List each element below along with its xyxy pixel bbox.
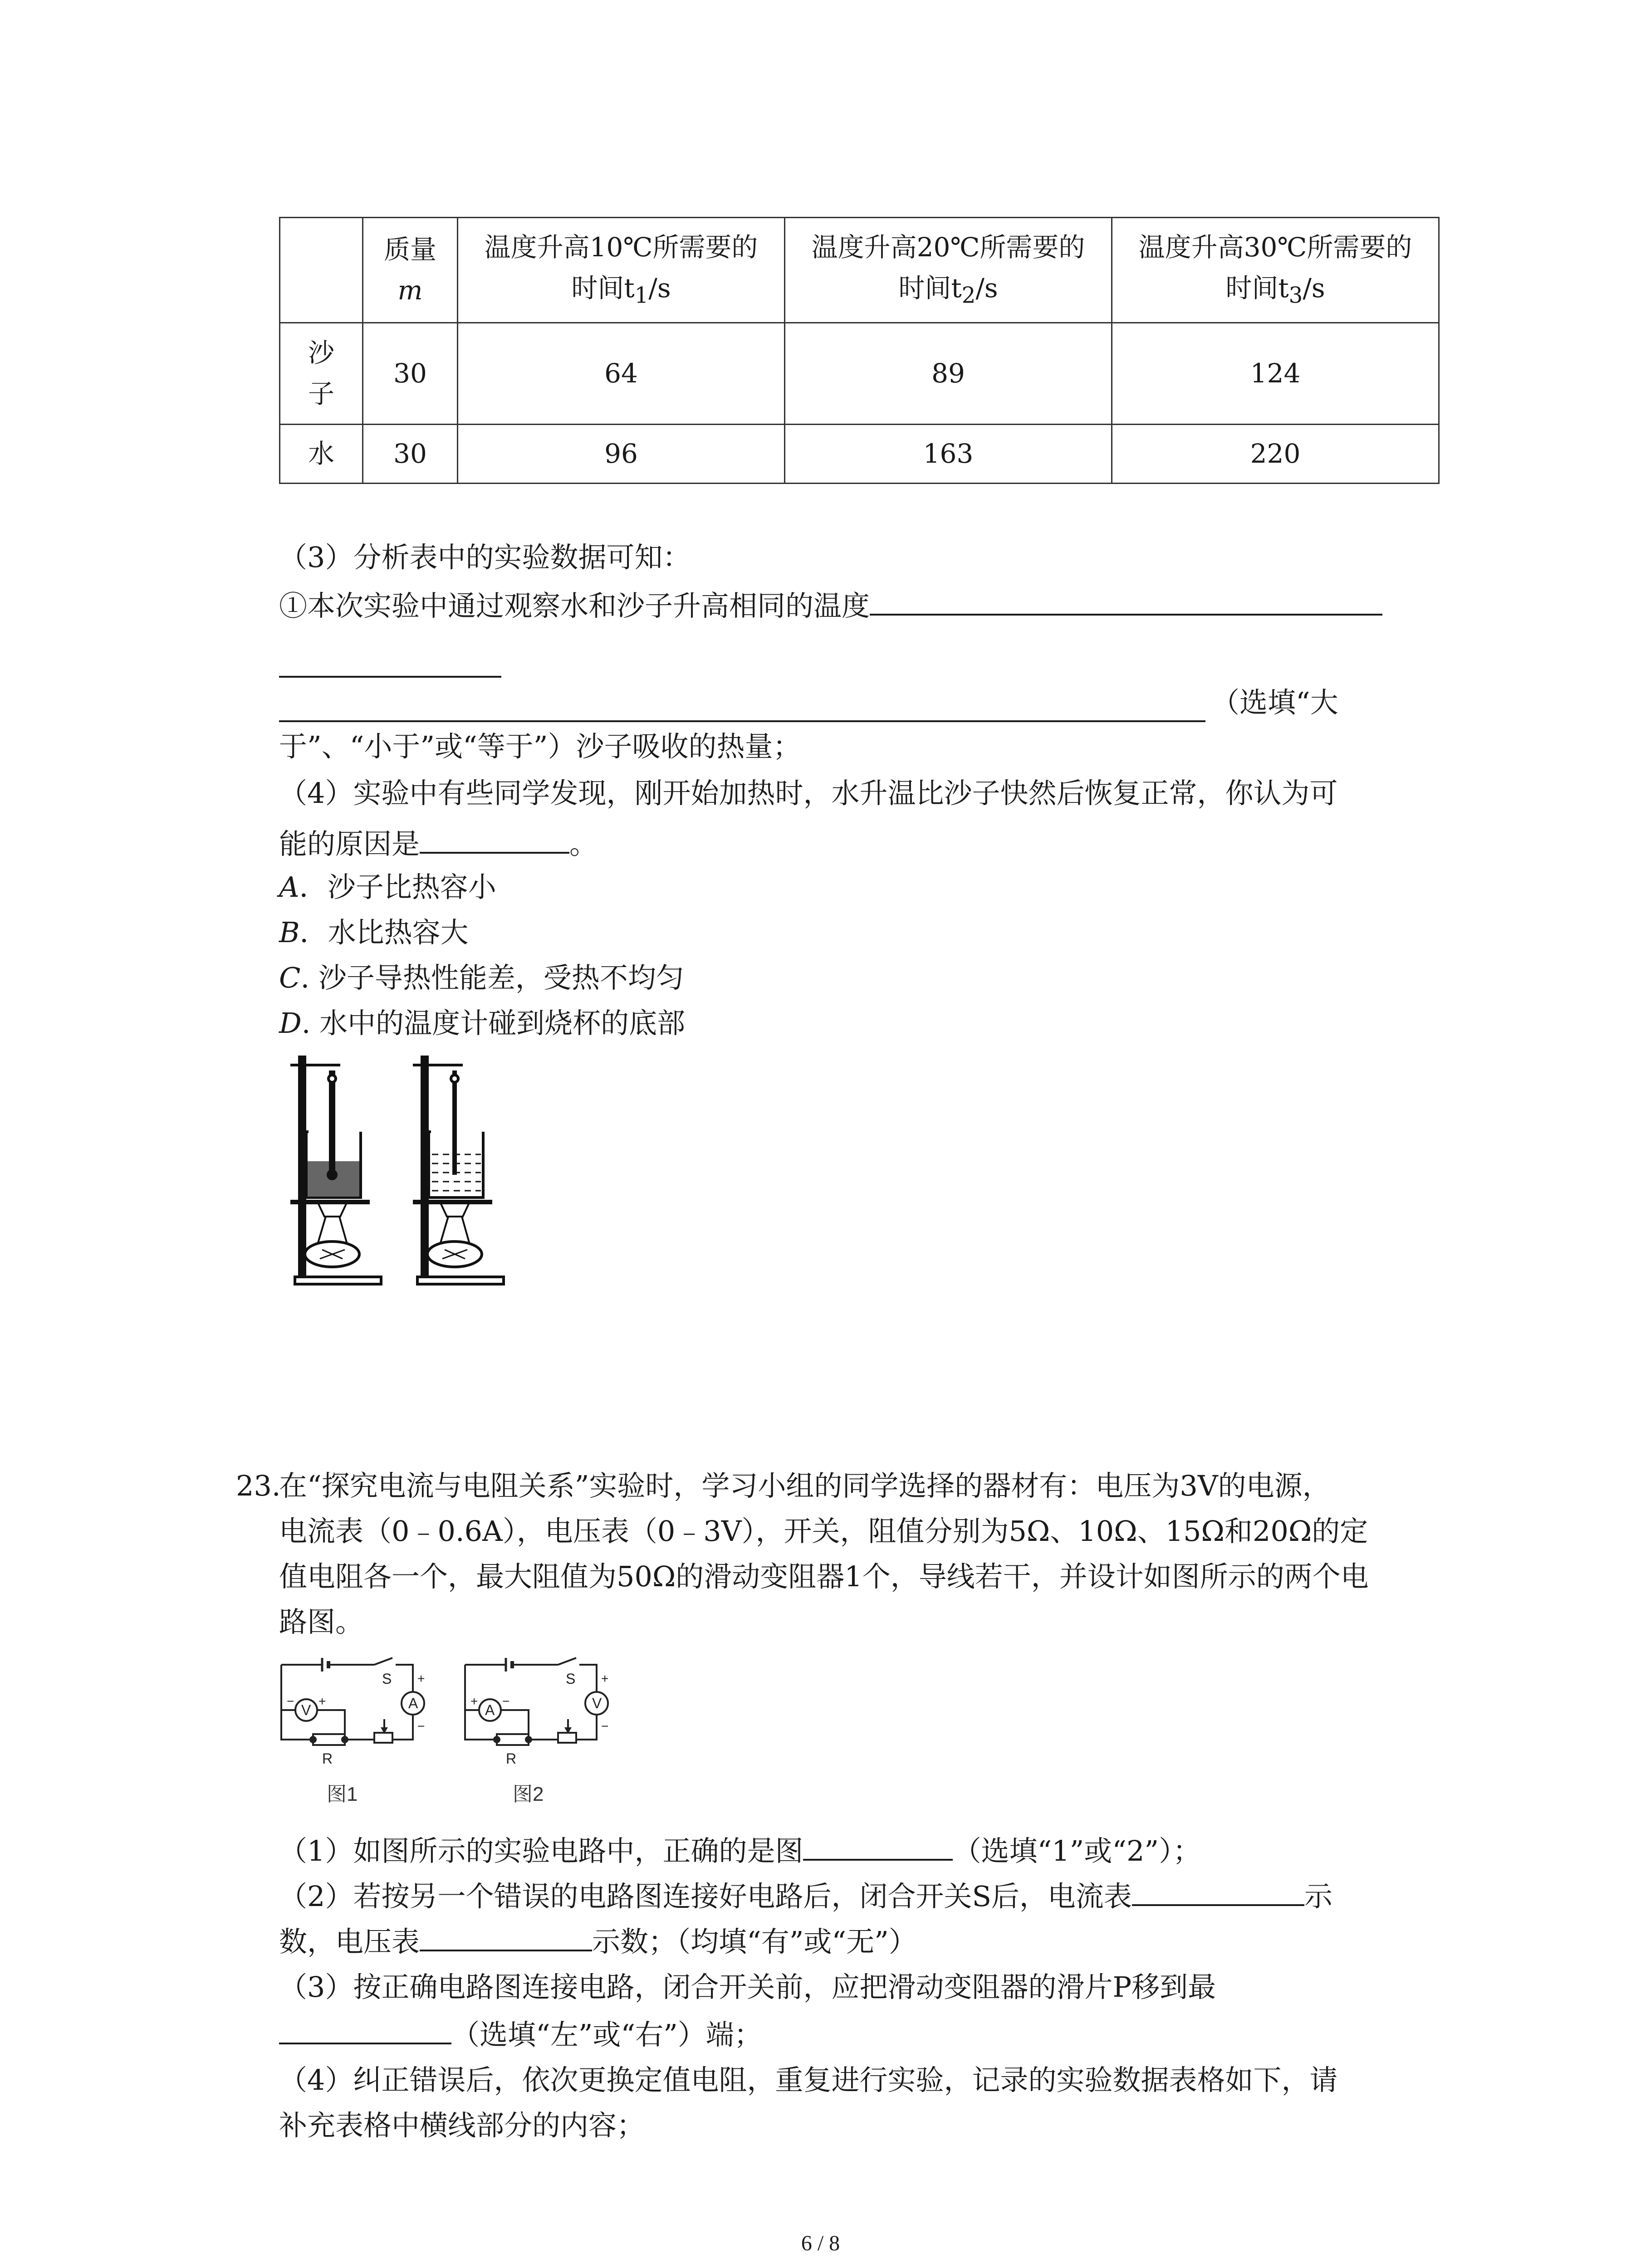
apparatus-water — [413, 1057, 504, 1284]
table-row — [280, 425, 1439, 484]
circuit-diagrams — [277, 1651, 626, 1810]
cell-t2: 163 — [785, 425, 1112, 484]
option-b[interactable]: B．水比热容大 — [279, 916, 469, 949]
option-d[interactable]: D. 水中的温度计碰到烧杯的底部 — [279, 1007, 686, 1040]
page-number: 6 / 8 — [801, 2231, 840, 2255]
cell-mass: 30 — [363, 425, 458, 484]
data-table — [279, 217, 1440, 484]
table-row — [280, 323, 1439, 425]
q23-p4-line2: 补充表格中横线部分的内容； — [279, 2109, 645, 2142]
option-c[interactable]: C. 沙子导热性能差，受热不均匀 — [279, 961, 684, 994]
answer-blank[interactable] — [420, 847, 569, 854]
cell-t1: 96 — [458, 425, 785, 484]
svg-text:+: + — [417, 1672, 425, 1686]
option-a[interactable]: A．沙子比热容小 — [279, 870, 496, 904]
heating-apparatus-figure — [272, 1052, 526, 1288]
table-header-t3: 温度升高30℃所需要的 时间$t_3/s$ — [1112, 218, 1439, 323]
fig1-label: 图1 — [327, 1783, 358, 1805]
svg-text:A: A — [408, 1695, 418, 1711]
fig2-label: 图2 — [513, 1783, 544, 1805]
answer-blank[interactable] — [279, 676, 501, 678]
q22-p3-item2-tail: （选填“大 — [1211, 686, 1338, 719]
svg-text:+: + — [601, 1672, 609, 1686]
q22-p3-item2-next: 于”、“小于”或“等于”）沙子吸收的热量； — [279, 730, 801, 763]
answer-blank[interactable] — [1132, 1900, 1304, 1906]
svg-text:−: − — [601, 1719, 609, 1733]
q22-p4-line1: （4）实验中有些同学发现，刚开始加热时，水升温比沙子快然后恢复正常，你认为可 — [279, 777, 1338, 810]
svg-text:−: − — [287, 1694, 294, 1708]
svg-text:R: R — [506, 1750, 517, 1767]
row-label-water: 水 — [280, 425, 363, 484]
q23-line1: 在“探究电流与电阻关系”实验时，学习小组的同学选择的器材有：电压为3V的电源， — [279, 1469, 1331, 1502]
table-header-mass: 质量 m — [363, 218, 458, 323]
q23-line4: 路图。 — [279, 1605, 364, 1638]
q23-p2: （2）若按另一个错误的电路图连接好电路后，闭合开关S后，电流表 示 — [279, 1880, 1332, 1913]
svg-text:S: S — [566, 1671, 576, 1687]
svg-text:S: S — [382, 1671, 392, 1687]
answer-blank[interactable] — [279, 2038, 451, 2044]
q23-p4-line1: （4）纠正错误后，依次更换定值电阻，重复进行实验，记录的实验数据表格如下，请 — [279, 2063, 1338, 2097]
svg-text:+: + — [318, 1694, 326, 1708]
svg-text:R: R — [322, 1750, 333, 1767]
svg-text:+: + — [470, 1694, 478, 1708]
circuit-figure-2 — [465, 1658, 608, 1745]
cell-mass: 30 — [363, 323, 458, 425]
answer-blank[interactable] — [870, 609, 1382, 616]
answer-blank[interactable] — [803, 1854, 953, 1861]
q23-p1: （1）如图所示的实验电路中，正确的是图 （选填“1”或“2”）； — [279, 1834, 1201, 1867]
svg-text:V: V — [301, 1702, 311, 1718]
cell-t3: 124 — [1112, 323, 1439, 425]
q22-p4-line2: 能的原因是 。 — [279, 827, 598, 860]
cell-t1: 64 — [458, 323, 785, 425]
circuit-figure-1 — [281, 1658, 424, 1745]
q23-p3-cont: （选填“左”或“右”）端； — [279, 2021, 762, 2049]
svg-text:−: − — [502, 1694, 510, 1708]
table-header-t2: 温度升高20℃所需要的 时间$t_2/s$ — [785, 218, 1112, 323]
q23-p2-cont: 数，电压表 示数；（均填“有”或“无”） — [279, 1925, 917, 1958]
svg-text:−: − — [417, 1719, 425, 1733]
row-label-sand: 沙 子 — [280, 323, 363, 425]
svg-text:V: V — [592, 1695, 602, 1711]
q23-number: 23. — [236, 1469, 281, 1502]
q23-line2: 电流表（0﹣0.6A），电压表（0﹣3V），开关，阻值分别为5Ω、10Ω、15Ω和20Ω的定 — [279, 1515, 1368, 1548]
q23-p3: （3）按正确电路图连接电路，闭合开关前，应把滑动变阻器的滑片P移到最 — [279, 1970, 1216, 2004]
svg-text:A: A — [485, 1702, 495, 1718]
answer-blank[interactable] — [420, 1945, 592, 1951]
q23-line3: 值电阻各一个，最大阻值为50Ω的滑动变阻器1个，导线若干，并设计如图所示的两个电 — [279, 1560, 1369, 1593]
table-header-blank — [280, 218, 363, 323]
q22-p3-title: （3）分析表中的实验数据可知： — [279, 541, 691, 574]
apparatus-sand — [290, 1057, 381, 1284]
answer-blank[interactable] — [279, 720, 1205, 722]
table-header-t1: 温度升高10℃所需要的 时间$t_1/s$ — [458, 218, 785, 323]
cell-t3: 220 — [1112, 425, 1439, 484]
q22-p3-item1: ①本次实验中通过观察水和沙子升高相同的温度 — [279, 592, 1382, 620]
cell-t2: 89 — [785, 323, 1112, 425]
